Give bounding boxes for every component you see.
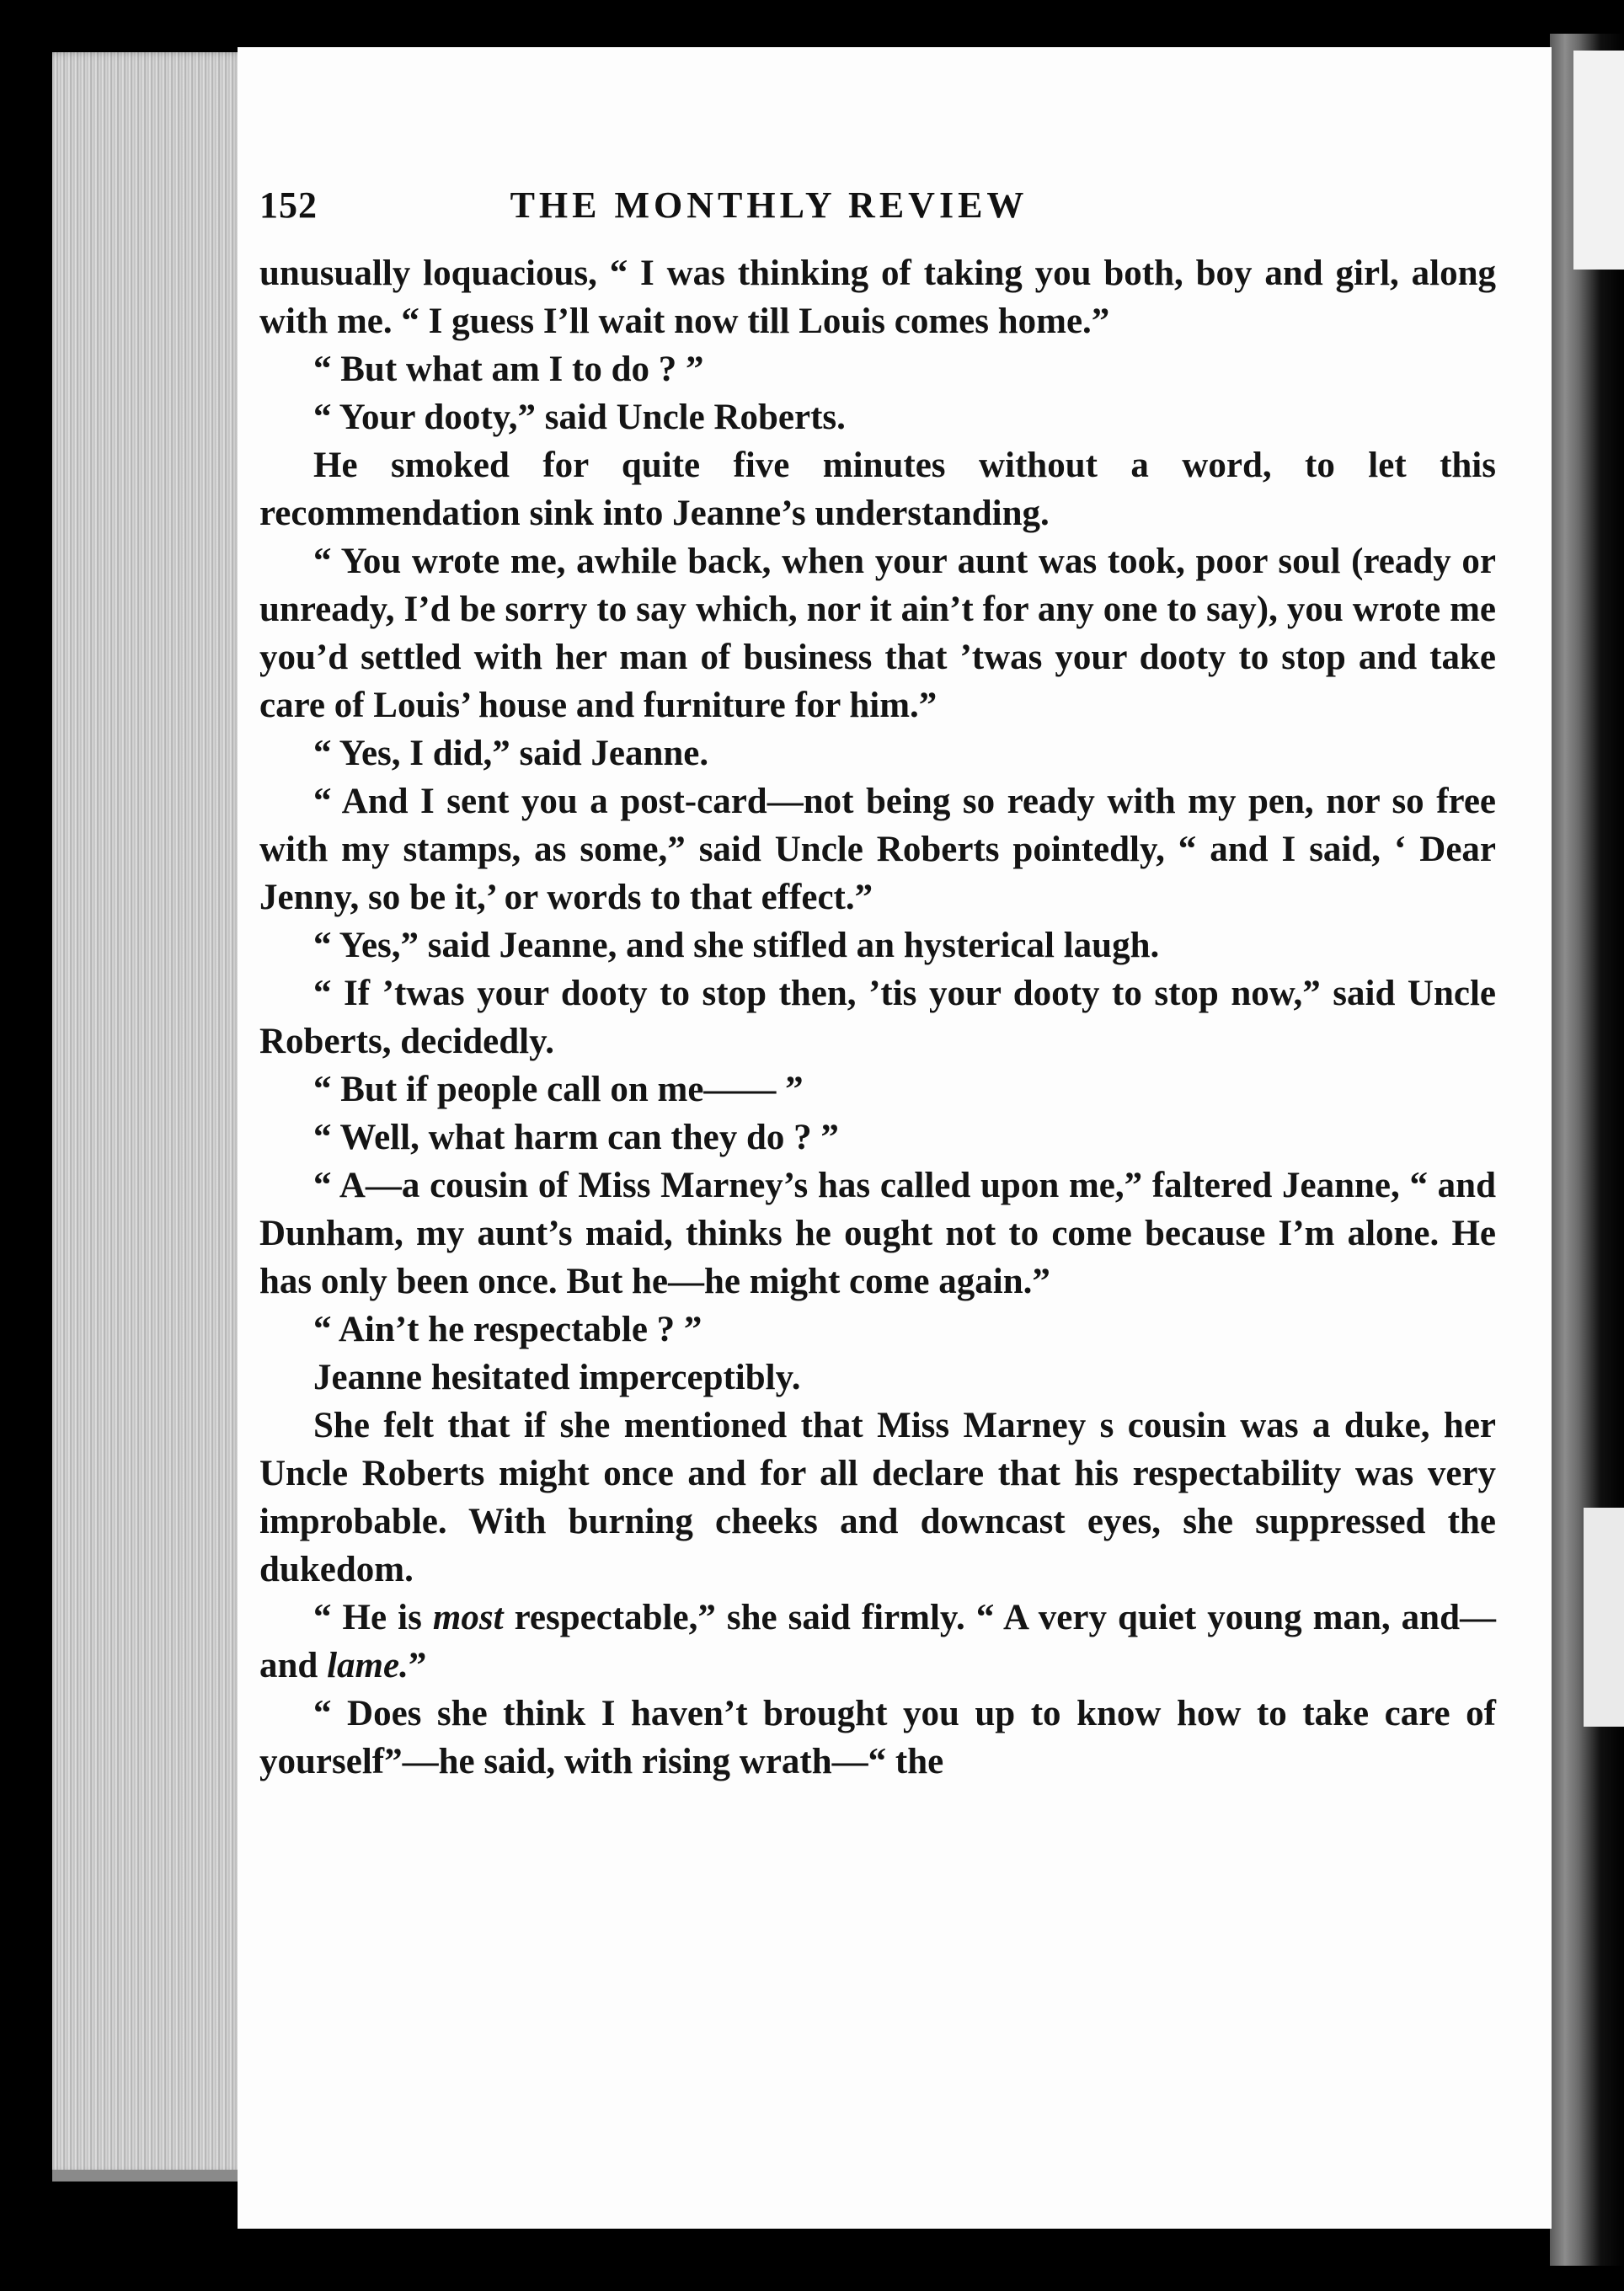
paragraph-with-italics bbox=[259, 1594, 1496, 1690]
paragraph: “ But if people call on me—— ” bbox=[313, 1070, 804, 1109]
facing-page-tab bbox=[1573, 51, 1624, 270]
paragraph: Jeanne hesitated imperceptibly. bbox=[313, 1358, 801, 1397]
paragraph: “ If ’twas your dooty to stop then, ’tis your dooty to stop now,” said Uncle Roberts, decidedly. bbox=[259, 974, 1496, 1061]
book-page-edges bbox=[52, 52, 246, 2175]
paragraph: He smoked for quite five minutes without a word, to let this recommendation sink into Jeanne’s understanding. bbox=[259, 446, 1496, 533]
italic-word: most bbox=[432, 1598, 504, 1637]
text-run: “ He is bbox=[313, 1598, 433, 1637]
paragraph: “ But what am I to do ? ” bbox=[313, 350, 704, 389]
body-text bbox=[259, 249, 1496, 1786]
paragraph: “ A—a cousin of Miss Marney’s has called upon me,” faltered Jeanne, “ and Dunham, my aunt’s maid, thinks he ought not to come because I’m alone. He has only been once. But he—he might come again.” bbox=[259, 1166, 1496, 1301]
page-number: 152 bbox=[259, 184, 318, 226]
facing-page-edge bbox=[1550, 34, 1624, 2266]
running-head: THE MONTHLY REVIEW bbox=[510, 184, 1028, 226]
paragraph: “ And I sent you a post-card—not being so ready with my pen, nor so free with my stamps, as some,” said Uncle Roberts pointedly, “ and I said, ‘ Dear Jenny, so be it,’ or words to that effect.” bbox=[259, 782, 1496, 917]
facing-page-tab-lower bbox=[1584, 1508, 1624, 1727]
paragraph: “ Your dooty,” said Uncle Roberts. bbox=[313, 398, 846, 437]
paragraph: “ Yes, I did,” said Jeanne. bbox=[313, 734, 709, 773]
paragraph: “ Does she think I haven’t brought you up to know how to take care of yourself”—he said, with rising wrath—“ the bbox=[259, 1694, 1496, 1781]
paragraph: “ You wrote me, awhile back, when your aunt was took, poor soul (ready or unready, I’d be sorry to say which, nor it ain’t for any one to say), you wrote me you’d settled with her man of business that ’twas your dooty to stop and take care of Louis’ house and furniture for him.” bbox=[259, 542, 1496, 725]
paragraph: “ Yes,” said Jeanne, and she stifled an hysterical laugh. bbox=[313, 926, 1160, 965]
italic-word: lame. bbox=[327, 1646, 409, 1685]
paragraph: “ Ain’t he respectable ? ” bbox=[313, 1310, 702, 1349]
paragraph: “ Well, what harm can they do ? ” bbox=[313, 1118, 839, 1157]
text-run: ” bbox=[408, 1646, 427, 1685]
text-run: respectable,” she said firmly. “ A very quiet young man, and—and bbox=[259, 1598, 1497, 1685]
page-header bbox=[259, 184, 1279, 243]
paragraph: She felt that if she mentioned that Miss Marney s cousin was a duke, her Uncle Roberts might once and for all declare that his respectability was very improbable. With burning cheeks and downcast eyes, she suppressed the dukedom. bbox=[259, 1406, 1496, 1589]
paragraph: unusually loquacious, “ I was thinking of taking you both, boy and girl, along with me. “ I guess I’ll wait now till Louis comes home.” bbox=[259, 254, 1496, 341]
